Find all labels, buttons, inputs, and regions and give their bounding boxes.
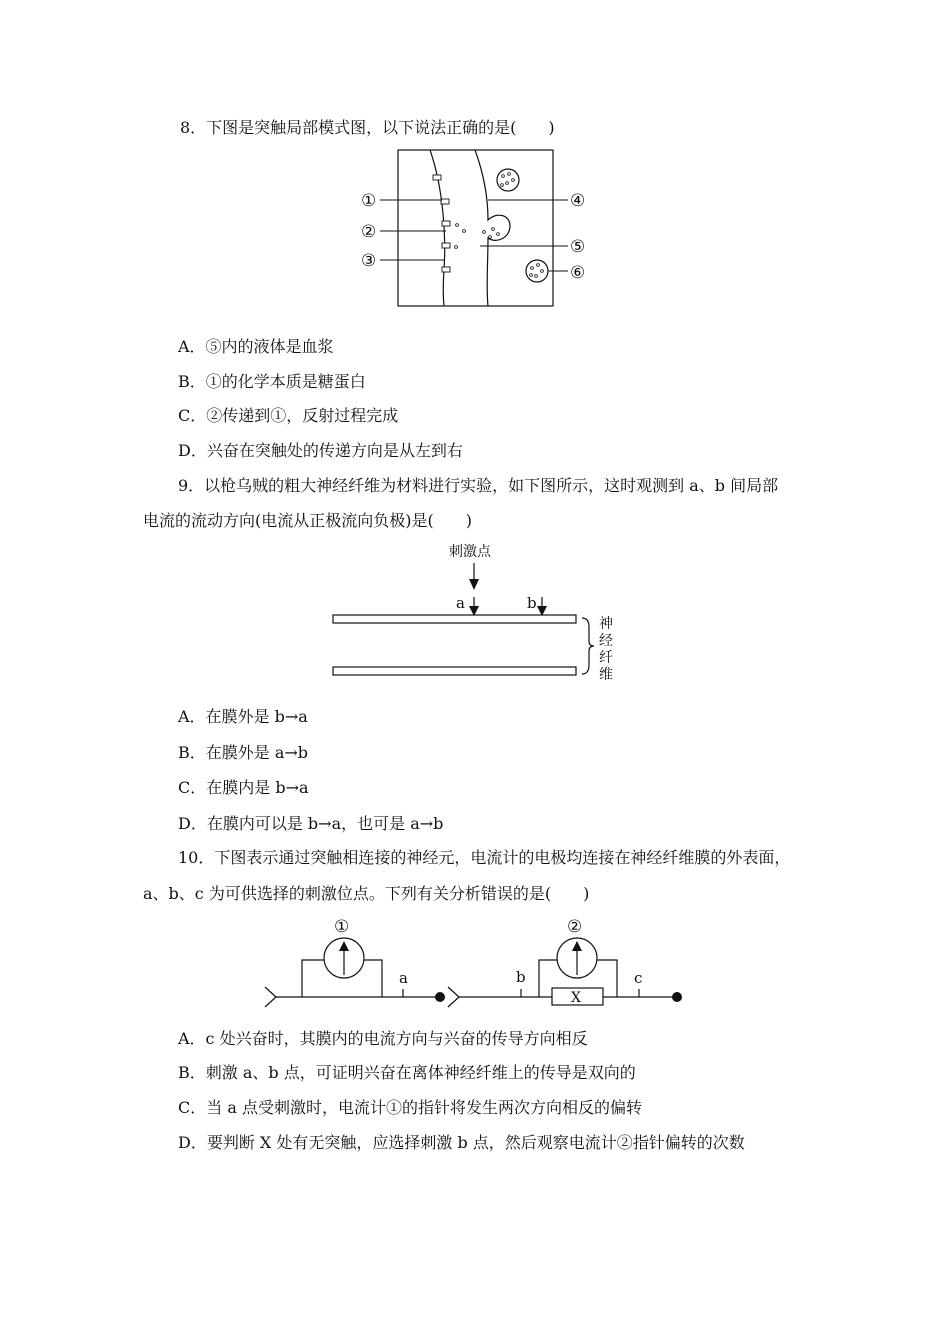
fiber-label-char: 经 [599, 633, 613, 649]
fiber-label-char: 纤 [599, 650, 613, 666]
q9-option-b: B．在膜外是 a→b [178, 743, 309, 762]
point-a-label: a [456, 594, 465, 612]
q9-stem-line2: 电流的流动方向(电流从正极流向负极)是( ) [143, 511, 472, 530]
point-c-label: c [634, 969, 643, 987]
label-6: ⑥ [570, 263, 586, 283]
q8-option-b: B．①的化学本质是糖蛋白 [178, 372, 366, 391]
q8-option-d: D．兴奋在突触处的传递方向是从左到右 [178, 441, 463, 460]
label-3: ③ [361, 251, 377, 271]
label-1: ① [361, 191, 377, 211]
meter1-wire [364, 960, 382, 997]
meter2-needle-head [572, 941, 582, 951]
point-b-label: b [516, 968, 526, 986]
stimulus-label: 刺激点 [449, 544, 491, 560]
label-5: ⑤ [570, 237, 586, 257]
meter1-wire [302, 960, 324, 997]
point-a-label: a [399, 969, 408, 987]
meter1-needle-head [339, 941, 349, 951]
dendrite-2 [448, 987, 459, 1007]
q8-option-a: A．⑤内的液体是血浆 [178, 337, 334, 356]
q10-option-c: C．当 a 点受刺激时，电流计①的指针将发生两次方向相反的偏转 [178, 1098, 642, 1117]
q9-stem-line1: 9．以枪乌贼的粗大神经纤维为材料进行实验，如下图所示，这时观测到 a、b 间局部 [178, 476, 779, 495]
q10-option-a: A．c 处兴奋时，其膜内的电流方向与兴奋的传导方向相反 [178, 1029, 588, 1048]
x-box-label: X [571, 990, 581, 1006]
fiber-label-char: 神 [599, 616, 613, 632]
q10-option-d: D．要判断 X 处有无突触，应选择刺激 b 点，然后观察电流计②指针偏转的次数 [178, 1133, 745, 1152]
q10-stem-line2: a、b、c 为可供选择的刺激位点。下列有关分析错误的是( ) [143, 884, 590, 903]
meter2-label: ② [567, 917, 583, 937]
q10-stem-line1: 10．下图表示通过突触相连接的神经元，电流计的电极均连接在神经纤维膜的外表面， [178, 848, 791, 867]
q9-option-a: A．在膜外是 b→a [178, 707, 308, 726]
point-b-label: b [527, 594, 537, 612]
axon-terminal-1 [435, 992, 445, 1002]
axon-terminal-2 [672, 992, 682, 1002]
q9-option-d: D．在膜内可以是 b→a，也可是 a→b [178, 814, 444, 833]
fiber-label-char: 维 [599, 667, 613, 683]
dendrite-1 [265, 987, 276, 1007]
q8-stem: 8．下图是突触局部模式图，以下说法正确的是( ) [180, 118, 555, 137]
label-4: ④ [570, 191, 586, 211]
q9-option-c: C．在膜内是 b→a [178, 778, 309, 797]
q10-option-b: B．刺激 a、b 点，可证明兴奋在离体神经纤维上的传导是双向的 [178, 1063, 636, 1082]
label-2: ② [361, 222, 377, 242]
q8-option-c: C．②传递到①，反射过程完成 [178, 406, 399, 425]
meter1-label: ① [334, 917, 350, 937]
